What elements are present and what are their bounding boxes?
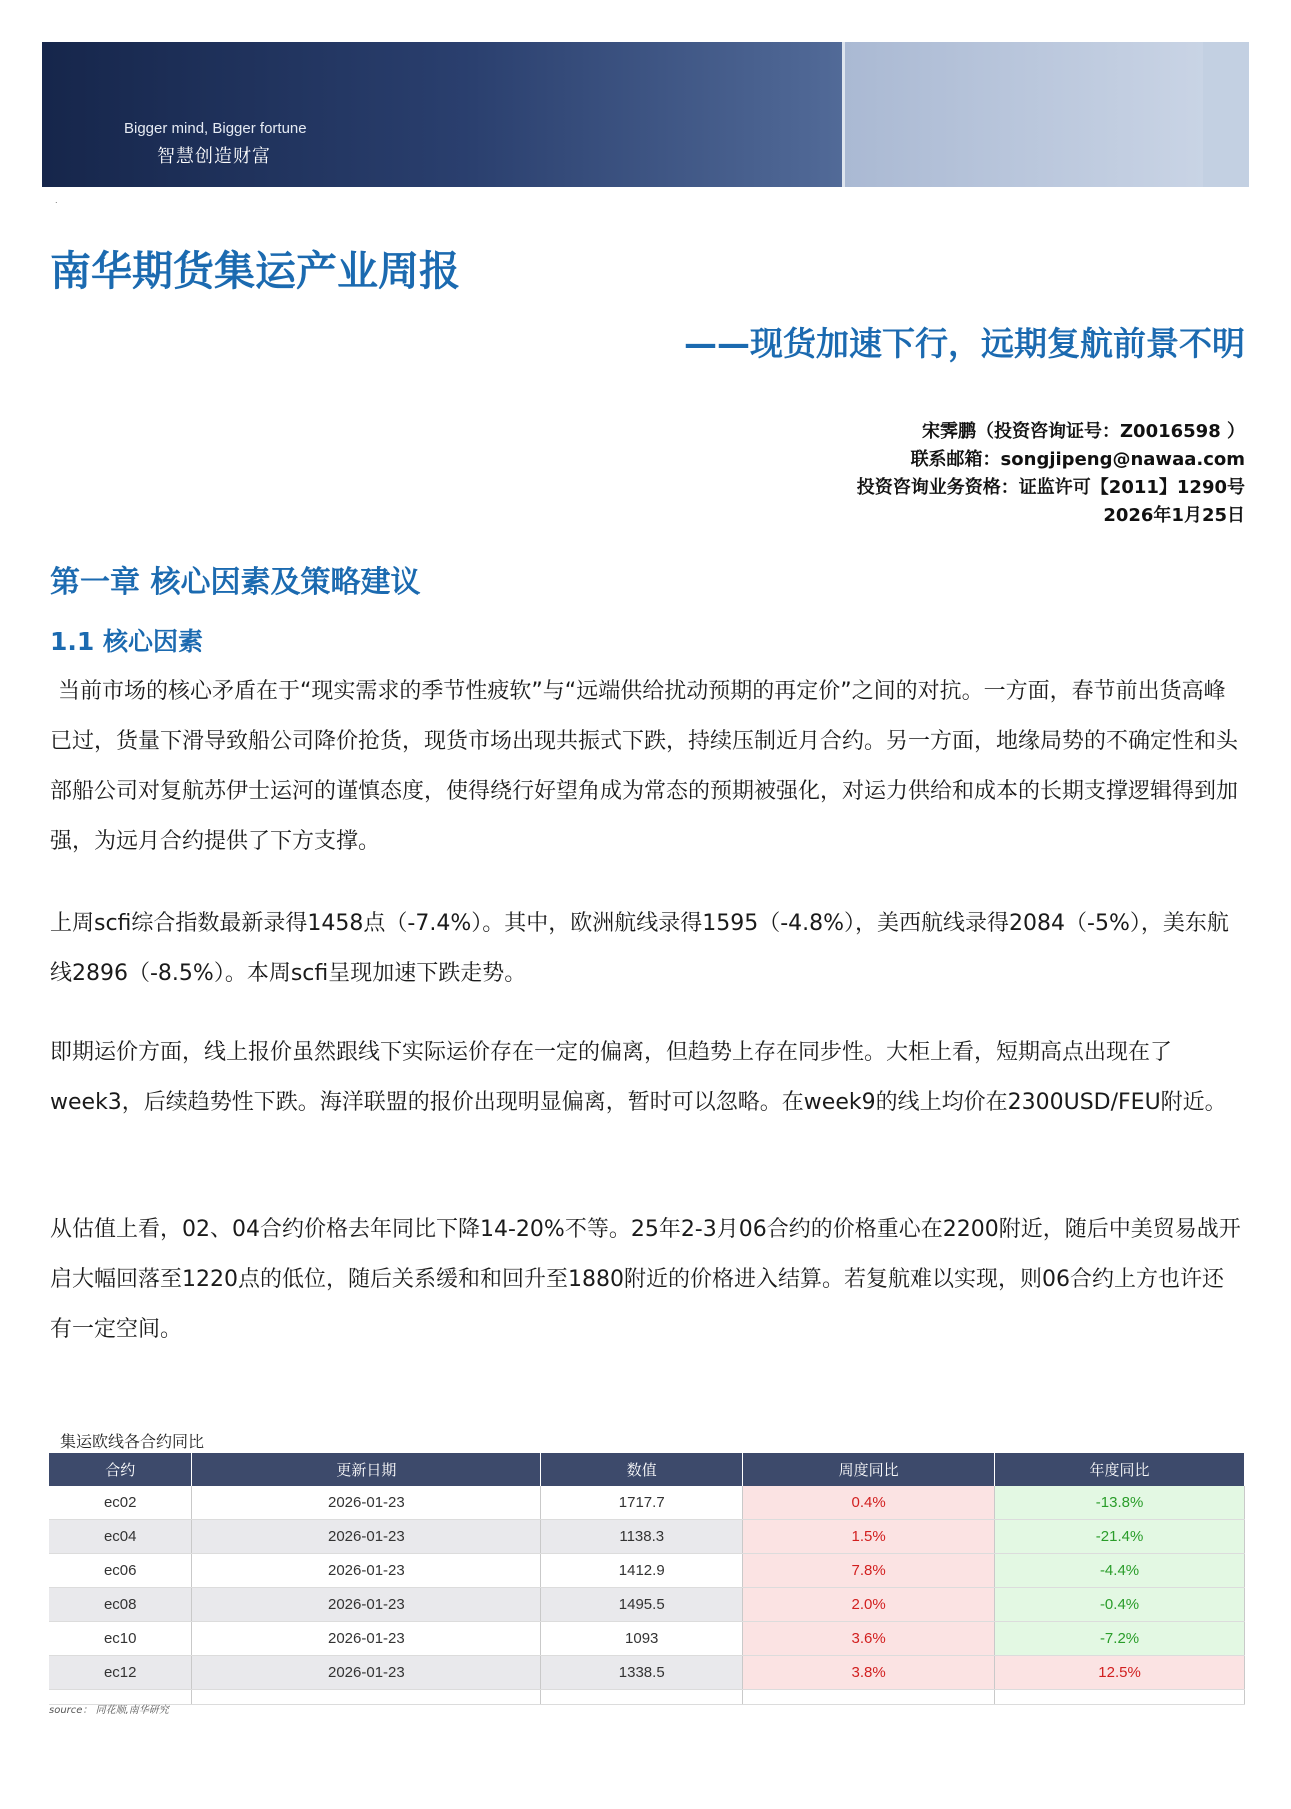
paragraph-spot-rates: 即期运价方面，线上报价虽然跟线下实际运价存在一定的偏离，但趋势上存在同步性。大柜上看，短期高点出现在了week3，后续趋势性下跌。海洋联盟的报价出现明显偏离，暂时可以忽略。在week9的线上均价在2300USD/FEU附近。 bbox=[50, 1040, 1227, 1115]
table-row bbox=[49, 1520, 1245, 1554]
table-row bbox=[49, 1622, 1245, 1656]
cell-value: 1717.7 bbox=[541, 1486, 743, 1520]
cell-date: 2026-01-23 bbox=[192, 1622, 541, 1656]
cell-contract: ec12 bbox=[49, 1656, 192, 1690]
cell-value: 1495.5 bbox=[541, 1588, 743, 1622]
section-heading: 1.1 核心因素 bbox=[50, 627, 203, 656]
col-header-wow: 周度同比 bbox=[743, 1453, 995, 1486]
cell-value: 1093 bbox=[541, 1622, 743, 1656]
table-row bbox=[49, 1554, 1245, 1588]
col-header-date: 更新日期 bbox=[192, 1453, 541, 1486]
report-date: 2026年1月25日 bbox=[1103, 505, 1245, 526]
header-banner bbox=[42, 42, 1249, 187]
cell-date: 2026-01-23 bbox=[192, 1588, 541, 1622]
cell-yoy: -21.4% bbox=[995, 1520, 1245, 1554]
table-row bbox=[49, 1588, 1245, 1622]
author-license: 投资咨询业务资格：证监许可【2011】1290号 bbox=[856, 477, 1245, 498]
paragraph-core-contradiction: 当前市场的核心矛盾在于“现实需求的季节性疲软”与“远端供给扰动预期的再定价”之间的对抗。一方面，春节前出货高峰已过，货量下滑导致船公司降价抢货，现货市场出现共振式下跌，持续压制近月合约。另一方面，地缘局势的不确定性和头部船公司对复航苏伊士运河的谨慎态度，使得绕行好望角成为常态的预期被强化，对运力供给和成本的长期支撑逻辑得到加强，为远月合约提供了下方支撑。 bbox=[50, 679, 1239, 854]
cell-contract: ec04 bbox=[49, 1520, 192, 1554]
cell-yoy: -4.4% bbox=[995, 1554, 1245, 1588]
cell-wow: 3.8% bbox=[743, 1656, 995, 1690]
table-header-row bbox=[49, 1453, 1245, 1486]
cell-value: 1412.9 bbox=[541, 1554, 743, 1588]
cell-wow: 3.6% bbox=[743, 1622, 995, 1656]
stray-dot: . bbox=[55, 196, 58, 205]
cell-value: 1338.5 bbox=[541, 1656, 743, 1690]
col-header-contract: 合约 bbox=[49, 1453, 192, 1486]
report-title: 南华期货集运产业周报 bbox=[50, 247, 460, 295]
cell-contract: ec10 bbox=[49, 1622, 192, 1656]
cell-contract: ec02 bbox=[49, 1486, 192, 1520]
author-block bbox=[857, 418, 1245, 530]
cell-date: 2026-01-23 bbox=[192, 1554, 541, 1588]
cell-wow: 0.4% bbox=[743, 1486, 995, 1520]
cell-value: 1138.3 bbox=[541, 1520, 743, 1554]
cell-date: 2026-01-23 bbox=[192, 1656, 541, 1690]
table-row bbox=[49, 1656, 1245, 1690]
author-email: 联系邮箱：songjipeng@nawaa.com bbox=[910, 449, 1245, 470]
col-header-value: 数值 bbox=[541, 1453, 743, 1486]
cell-contract: ec08 bbox=[49, 1588, 192, 1622]
slogan-en: Bigger mind, Bigger fortune bbox=[124, 120, 307, 137]
cell-yoy: -13.8% bbox=[995, 1486, 1245, 1520]
table-row bbox=[49, 1486, 1245, 1520]
cell-wow: 7.8% bbox=[743, 1554, 995, 1588]
table-filler-row bbox=[49, 1690, 1245, 1705]
cell-contract: ec06 bbox=[49, 1554, 192, 1588]
cell-yoy: 12.5% bbox=[995, 1656, 1245, 1690]
cell-yoy: -0.4% bbox=[995, 1588, 1245, 1622]
col-header-yoy: 年度同比 bbox=[995, 1453, 1245, 1486]
contracts-table bbox=[49, 1453, 1245, 1705]
banner-end-block bbox=[1203, 42, 1249, 187]
cell-date: 2026-01-23 bbox=[192, 1520, 541, 1554]
slogan-cn: 智慧创造财富 bbox=[157, 146, 271, 167]
paragraph-valuation: 从估值上看，02、04合约价格去年同比下降14-20%不等。25年2-3月06合约的价格重心在2200附近，随后中美贸易战开启大幅回落至1220点的低位，随后关系缓和和回升至1880附近的价格进入结算。若复航难以实现，则06合约上方也许还有一定空间。 bbox=[50, 1217, 1241, 1342]
report-subtitle: ——现货加速下行，远期复航前景不明 bbox=[684, 324, 1245, 363]
cell-date: 2026-01-23 bbox=[192, 1486, 541, 1520]
cell-wow: 1.5% bbox=[743, 1520, 995, 1554]
cell-wow: 2.0% bbox=[743, 1588, 995, 1622]
paragraph-scfi: 上周scfi综合指数最新录得1458点（-7.4%）。其中，欧洲航线录得1595（-4.8%），美西航线录得2084（-5%），美东航线2896（-8.5%）。本周scfi呈现加速下跌走势。 bbox=[50, 911, 1229, 986]
chapter-heading: 第一章 核心因素及策略建议 bbox=[50, 565, 421, 600]
author-name: 宋霁鹏（投资咨询证号：Z0016598 ） bbox=[922, 421, 1245, 442]
cell-yoy: -7.2% bbox=[995, 1622, 1245, 1656]
table-source: source： 同花顺,南华研究 bbox=[49, 1705, 169, 1716]
logo-pane bbox=[845, 42, 1205, 187]
table-caption: 集运欧线各合约同比 bbox=[60, 1432, 205, 1451]
